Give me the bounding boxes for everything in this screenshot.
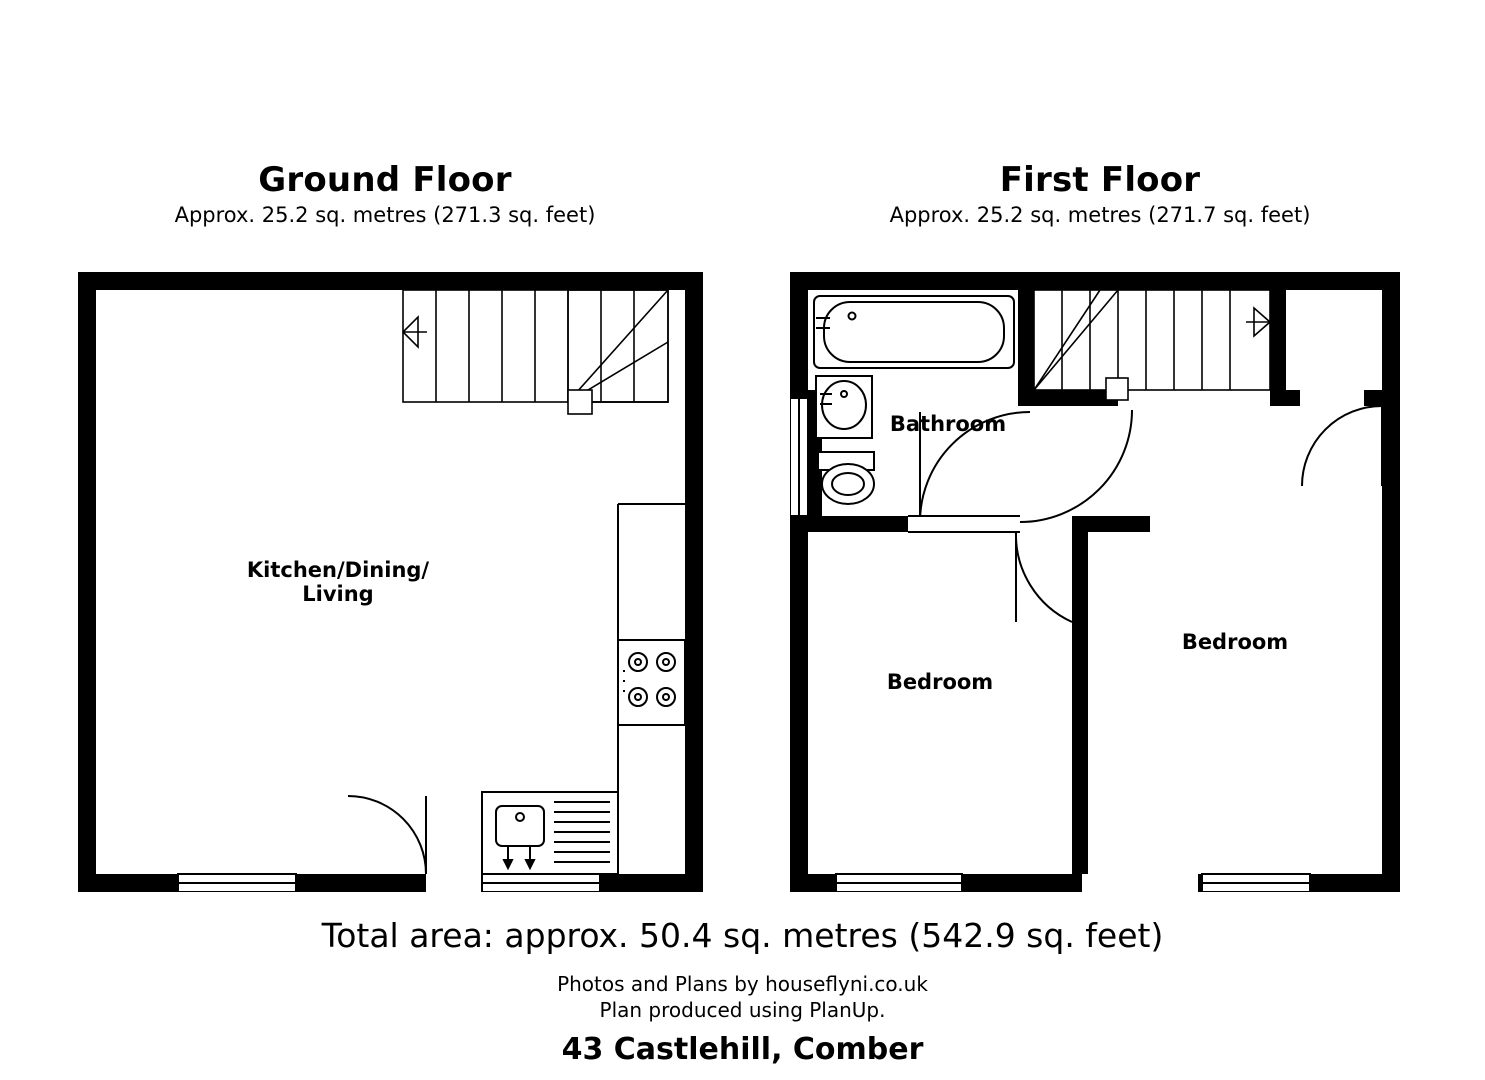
door-bedroom-left — [1016, 532, 1072, 622]
kitchen-sink — [482, 792, 618, 874]
ground-floor-area-subtitle: Approx. 25.2 sq. metres (271.3 sq. feet) — [174, 203, 596, 227]
window-bedroom-right — [1202, 874, 1310, 892]
staircase-first-floor — [1034, 290, 1270, 400]
first-floor-area-subtitle: Approx. 25.2 sq. metres (271.7 sq. feet) — [889, 203, 1311, 227]
first-floor-plan — [790, 272, 1400, 892]
credit-photos-text: Photos and Plans by houseflyni.co.uk — [557, 972, 928, 996]
room-label-bathroom: Bathroom — [889, 412, 1007, 436]
window-bathroom — [790, 398, 808, 516]
first-floor-title: First Floor — [999, 160, 1201, 200]
credit-plan-text: Plan produced using PlanUp. — [599, 998, 886, 1022]
window-bedroom-left — [836, 874, 962, 892]
bathroom-fittings — [814, 296, 1014, 504]
room-label-bedroom-left: Bedroom — [886, 670, 994, 694]
kitchen-units — [618, 504, 685, 874]
room-label-bedroom-right: Bedroom — [1181, 630, 1289, 654]
staircase — [403, 290, 668, 414]
total-area-text: Total area: approx. 50.4 sq. metres (542.9 sq. feet) — [321, 916, 1164, 955]
door-bedroom-right — [1302, 406, 1382, 486]
room-label-kitchen-dining-living: Kitchen/Dining/ Living — [246, 558, 430, 607]
front-door — [348, 796, 426, 874]
window-front-left — [178, 874, 296, 892]
window-front-right — [482, 874, 600, 892]
ground-floor-title: Ground Floor — [258, 160, 512, 200]
ground-floor-plan — [78, 272, 703, 892]
property-address: 43 Castlehill, Comber — [561, 1032, 924, 1067]
